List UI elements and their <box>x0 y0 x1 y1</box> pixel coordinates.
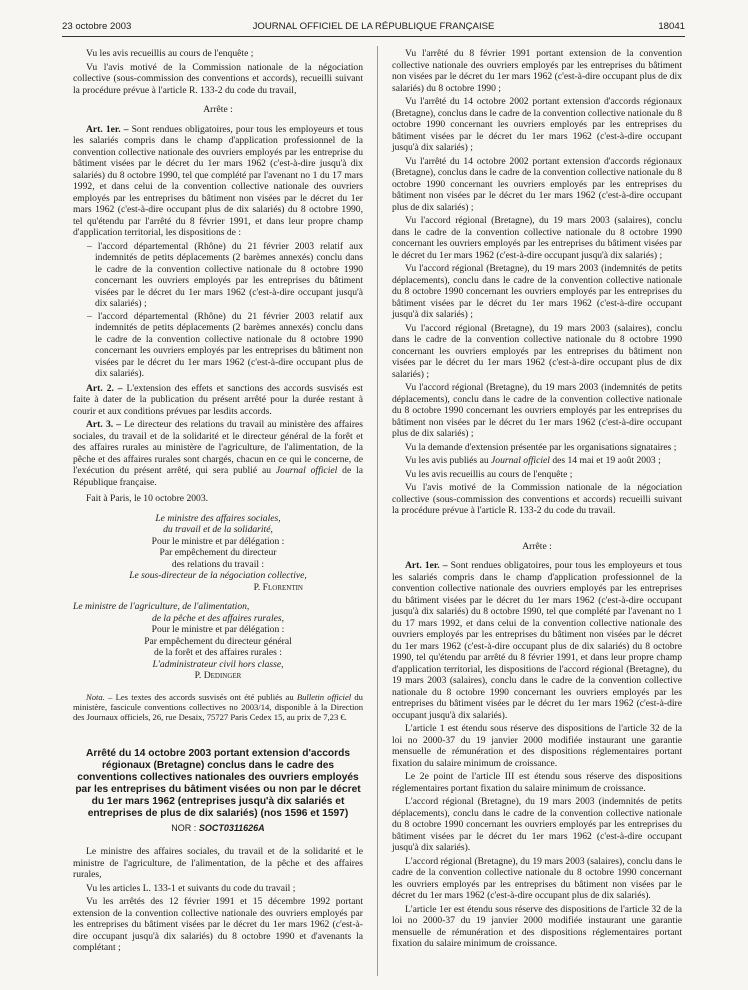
list-item: – l'accord départemental (Rhône) du 21 février 2003 relatif aux indemnités de petits déplacements (2 barèmes annexés) conclu dans le cadre de la convention collective nationale du 8 octobre 1990 concernant les ouvriers employés par les entreprises du bâtiment visées par le décret du 1er mars 1962 (c'est-à-dire occupant jusqu'à dix salariés) ; <box>87 240 363 309</box>
nor-reference <box>73 823 363 835</box>
paragraph: Vu l'arrêté du 8 février 1991 portant extension de la convention collective nationale des ouvriers employés par les entreprises du bâtiment non visées par le décret du 1er mars 1962 (c'est-à-dire occupant plus de dix salariés) du 8 octobre 1990 ; <box>392 48 682 94</box>
left-column <box>73 48 363 956</box>
paragraph: Vu l'accord régional (Bretagne), du 19 mars 2003 (indemnités de petits déplacements), conclu dans le cadre de la convention collective nationale du 8 octobre 1990 concernant les ouvriers employés par les entreprises du bâtiment visées par le décret du 1er mars 1962 (c'est-à-dire occupant jusqu'à dix salariés) ; <box>392 263 682 320</box>
paragraph: Vu l'arrêté du 14 octobre 2002 portant extension d'accords régionaux (Bretagne), conclus dans le cadre de la convention collective nationale du 8 octobre 1990 concernant les ouvriers employés par les entreprises du bâtiment non visées par le décret du 1er mars 1962 (c'est-à-dire occupant plus de dix salariés) ; <box>392 155 682 213</box>
list-item: – l'accord départemental (Rhône) du 21 février 2003 relatif aux indemnités de petits déplacements (2 barèmes annexés) conclu dans le cadre de la convention collective nationale du 8 octobre 1990 concernant les ouvriers employés par les entreprises du bâtiment non visées par le décret du 1er mars 1962 (c'est-à-dire occupant plus de dix salariés). <box>87 310 363 379</box>
signatory-line: Par empêchement du directeur <box>159 547 277 558</box>
journal-officiel-ref: Journal officiel <box>491 455 550 466</box>
right-column <box>392 48 682 952</box>
article-3 <box>73 419 363 488</box>
signatory-title: Le ministre de l'agriculture, de l'alimentation, <box>73 601 250 612</box>
header-title: JOURNAL OFFICIEL DE LA RÉPUBLIQUE FRANÇAISE <box>252 21 495 32</box>
signatory-line: Pour le ministre et par délégation : <box>151 624 285 635</box>
nor-code: SOCT0311626A <box>198 822 265 833</box>
signatory-line: de la forêt et des affaires rurales : <box>154 647 282 658</box>
spacer <box>392 519 682 533</box>
signature-block-1 <box>73 513 363 594</box>
journal-officiel-ref: Journal officiel <box>275 465 338 476</box>
nota-text: du ministère, fascicule conventions collectives no 2003/14, disponible à la Direction des Journaux officiels, 26, rue Desaix, 75727 Paris Cedex 15, au prix de 7,23 €. <box>73 691 363 722</box>
paragraph: L'accord régional (Bretagne), du 19 mars 2003 (salaires), conclu dans le cadre de la convention collective nationale du 8 octobre 1990 concernant les ouvriers employés par les entreprises du bâtiment non visées par le décret du 1er mars 1962 (c'est-à-dire occupant plus de dix salariés). <box>392 855 682 901</box>
page-header <box>62 20 685 37</box>
article-label: Art. 1er. – <box>405 560 448 571</box>
article-text: Le directeur des relations du travail au ministère des affaires sociales, du travail et de la solidarité et le directeur général de la forêt et des affaires rurales au ministère de l'agriculture, de l'alimentation, de la pêche et des affaires rurales sont chargés, chacun en ce qui le concerne, de l'exécution du présent arrêté, qui sera publié au <box>73 419 364 476</box>
article-1 <box>73 124 363 239</box>
paragraph: Vu l'accord régional (Bretagne), du 19 mars 2003 (salaires), conclu dans le cadre de la convention collective nationale du 8 octobre 1990 concernant les ouvriers employés par les entreprises du bâtiment visées par le décret du 1er mars 1962 (c'est-à-dire occupant jusqu'à dix salariés) ; <box>392 215 682 261</box>
paragraph: Vu l'arrêté du 14 octobre 2002 portant extension d'accords régionaux (Bretagne), conclus dans le cadre de la convention collective nationale du 8 octobre 1990 concernant les ouvriers employés par les entreprises du bâtiment visées par le décret du 1er mars 1962 (c'est-à-dire occupant jusqu'à dix salariés) ; <box>392 96 682 153</box>
paragraph: L'article 1er est étendu sous réserve des dispositions de l'article 32 de la loi no 2000-37 du 19 janvier 2000 modifiée instaurant une garantie mensuelle de rémunération et des dispositions réglementaires portant fixation du salaire minimum de croissance. <box>392 903 682 949</box>
arrete-heading: Arrête : <box>522 540 552 552</box>
arrete-heading: Arrête : <box>203 104 233 115</box>
signatory-name: P. Florentin <box>253 581 303 593</box>
article-2 <box>73 383 363 418</box>
header-page-number: 18041 <box>658 21 685 32</box>
nota <box>73 692 363 722</box>
article-label: Art. 1er. – <box>86 123 129 135</box>
paragraph: Vu l'accord régional (Bretagne), du 19 mars 2003 (indemnités de petits déplacements), conclu dans le cadre de la convention collective nationale du 8 octobre 1990 concernant les ouvriers employés par les entreprises du bâtiment non visées par le décret du 1er mars 1962 (c'est-à-dire occupant plus de dix salariés) ; <box>392 382 682 439</box>
paragraph-text: des 14 mai et 19 août 2003 ; <box>549 455 661 466</box>
signatory-title: Le sous-directeur de la négociation collective, <box>129 570 307 581</box>
paragraph: Le 2e point de l'article III est étendu sous réserve des dispositions réglementaires portant fixation du salaire minimum de croissance. <box>392 771 682 794</box>
signature-block-2 <box>73 601 363 682</box>
signature-date: Fait à Paris, le 10 octobre 2003. <box>86 493 209 504</box>
nor-label: NOR : <box>171 822 199 833</box>
article-text: L'extension des effets et sanctions des accords susvisés est faite à dater de la publication du présent arrêté pour la durée restant à courir et aux conditions prévues par lesdits accords. <box>73 382 363 417</box>
header-date: 23 octobre 2003 <box>62 21 132 32</box>
article-label: Art. 3. – <box>86 419 122 430</box>
signatory-title: du travail et de la solidarité, <box>163 524 273 535</box>
article-text: de la République française. <box>73 465 363 488</box>
signatory-line: des relations du travail : <box>171 558 265 570</box>
paragraph: Vu l'avis motivé de la Commission nationale de la négociation collective (sous-commission des conventions et accords), recueilli suivant la procédure prévue à l'article R. 133-2 du code du travail, <box>73 61 363 96</box>
article-text: Sont rendues obligatoires, pour tous les employeurs et tous les salariés compris dans le champ d'application professionnel de la convention collective nationale des ouvriers employés par les entreprise du bâtiment visées par le décret du 1er mars 1962 (c'est-à-dire jusqu'à dix salariés) du 8 octobre 1990, tel que complété par l'avenant no 1 du 17 mars 1992, et dans celui de la convention collective nationale des ouvriers employés par les entreprises du bâtiment non visées par le décret du 1er mars 1962 (c'est-à-dire occupant plus de dix salariés) du 8 octobre 1990, tel qu'étendu par l'arrêté du 8 février 1991, et dans leur propre champ d'application territorial, les dispositions de : <box>73 123 363 238</box>
paragraph: L'article 1 est étendu sous réserve des dispositions de l'article 32 de la loi no 2000-37 du 19 janvier 2000 modifiée instaurant une garantie mensuelle de rémunération et des dispositions réglementaires portant fixation du salaire minimum de croissance. <box>392 723 682 769</box>
paragraph: L'accord régional (Bretagne), du 19 mars 2003 (indemnités de petits déplacements), conclu dans le cadre de la convention collective nationale du 8 octobre 1990 concernant les ouvriers employés par les entreprises du bâtiment visées par le décret du 1er mars 1962 (c'est-à-dire occupant jusqu'à dix salariés). <box>392 796 682 853</box>
paragraph: Vu les arrêtés des 12 février 1991 et 15 décembre 1992 portant extension de la convention collective nationale des ouvriers employés par les entreprises du bâtiment visées par le décret du 1er mars 1962 (c'est-à-dire occupant jusqu'à dix salariés) du 8 octobre 1990 et d'avenants la complétant ; <box>73 896 363 953</box>
signatory-line: Pour le ministre et par délégation : <box>151 535 285 547</box>
paragraph-text: Vu les avis publiés au <box>405 455 492 466</box>
paragraph <box>392 455 682 467</box>
article-text: Sont rendues obligatoires, pour tous les employeurs et tous les salariés compris dans le champ d'application professionnel de la convention collective nationale des ouvriers employés par les entreprises du bâtiment visées par le décret du 1er mars 1962 (c'est-à-dire occupant jusqu'à dix salariés) du 8 octobre 1990, tel que complété par l'avenant no 1 du 17 mars 1992, et dans celui de la convention collective nationale des ouvriers employés par les entreprises du bâtiment non visées par le décret du 1er mars 1962 (c'est-à-dire occupant plus de dix salariés) du 8 octobre 1990, tel qu'étendu par arrêté du 8 février 1991, et dans leur propre champ d'application territorial, les dispositions de l'accord régional (Bretagne), du 19 mars 2003 (salaires), conclu dans le cadre de la convention collective nationale du 8 octobre 1990 concernant les ouvriers employés par les entreprises du bâtiment visées par le décret du 1er mars 1962 (c'est-à-dire occupant jusqu'à dix salariés). <box>392 560 682 721</box>
paragraph: Vu les avis recueillis au cours de l'enquête ; <box>86 48 254 59</box>
signatory-title: L'administrateur civil hors classe, <box>152 658 284 670</box>
decree-title: Arrêté du 14 octobre 2003 portant extension d'accords régionaux (Bretagne) conclus dans le cadre des conventions collectives nationales des ouvriers employés par les entreprises du bâtiment visées ou non par le décret du 1er mars 1962 (entreprises jusqu'à dix salariés et entreprises de plus de dix salariés) (nos 1596 et 1597) <box>75 747 361 819</box>
paragraph: Vu l'avis motivé de la Commission nationale de la négociation collective (sous-commission des conventions et accords) recueilli suivant la procédure prévue à l'article R. 133-2 du code du travail. <box>392 482 682 516</box>
paragraph: Vu l'accord régional (Bretagne), du 19 mars 2003 (salaires), conclu dans le cadre de la convention collective nationale du 8 octobre 1990 concernant les ouvriers employés par les entreprises du bâtiment non visées par le décret du 1er mars 1962 (c'est-à-dire occupant plus de dix salariés) ; <box>392 322 682 380</box>
signatory-name: P. Dedinger <box>194 670 242 681</box>
signatory-title: de la pêche et des affaires rurales, <box>151 612 285 624</box>
signatory-title: Le ministre des affaires sociales, <box>155 512 281 524</box>
article-1 <box>392 560 682 721</box>
paragraph: Vu la demande d'extension présentée par les organisations signataires ; <box>405 441 677 453</box>
article-label: Art. 2. – <box>86 382 123 394</box>
paragraph: Vu les avis recueillis au cours de l'enquête ; <box>405 468 573 480</box>
paragraph: Vu les articles L. 133-1 et suivants du code du travail ; <box>86 882 296 894</box>
signatory-line: Par empêchement du directeur général <box>144 635 292 647</box>
paragraph: Le ministre des affaires sociales, du travail et de la solidarité et le ministre de l'agriculture, de l'alimentation, de la pêche et des affaires rurales, <box>73 846 363 880</box>
nota-label: Nota. <box>86 691 105 702</box>
nota-text: – Les textes des accords susvisés ont été publiés au <box>104 691 297 702</box>
bulletin-officiel-ref: Bulletin officiel <box>296 691 352 702</box>
column-divider <box>377 46 378 976</box>
provisions-list <box>73 241 363 380</box>
